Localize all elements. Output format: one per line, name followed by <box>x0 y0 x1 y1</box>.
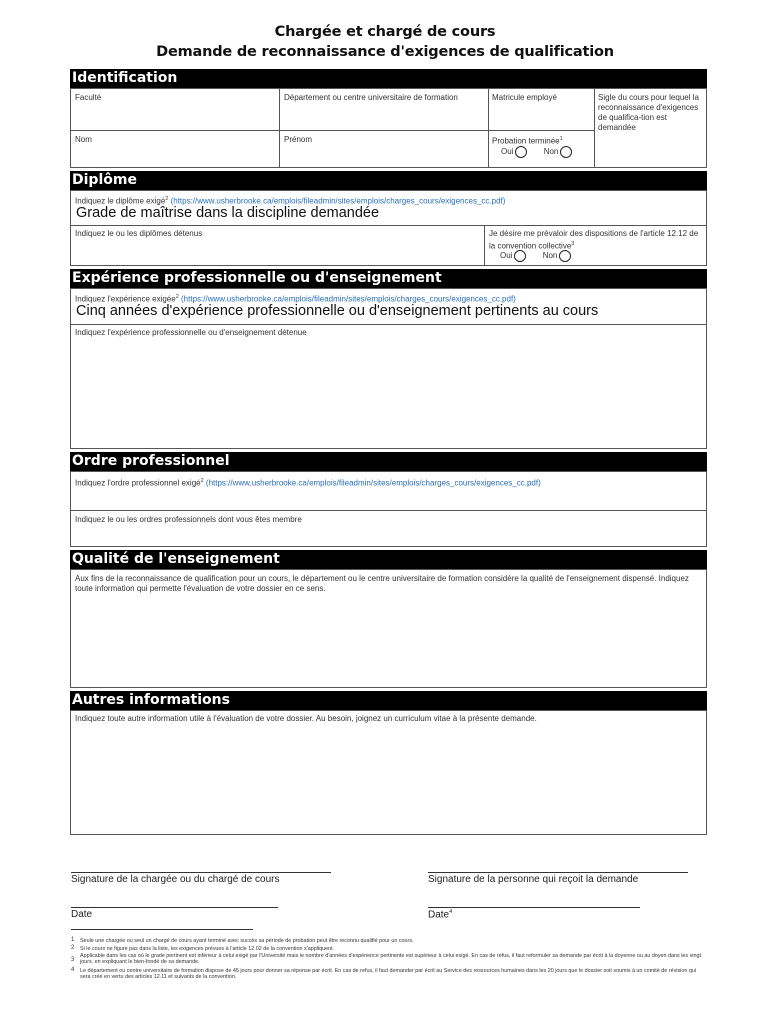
sigle-field[interactable]: Sigle du cours pour lequel la reconnaissance d'exigences de qualifica-tion est demandée <box>598 93 699 132</box>
date2-label: Date$^4$ <box>428 909 453 921</box>
footnote-1: Seule une chargée ou seul un chargé de cours ayant terminé avec succès sa période de probation peut être reconnu qualifié pour un cours. <box>80 938 414 944</box>
section-experience-header: Expérience professionnelle ou d'enseignement <box>70 269 707 288</box>
divider <box>70 225 707 226</box>
footnote-3: Applicable dans les cas où le grade pertinent est inférieur à celui exigé par l'Université mais le nombre d'années d'expérience pertinente est supérieur à celui exigé. En cas de refus, il faut reformuler sa demande par écrit à la doyenne ou au doyen dans les vingt jours, en expliquant le bien-fondé de sa demande. <box>80 953 701 966</box>
divider <box>70 510 707 511</box>
divider <box>279 88 280 168</box>
section-ordre-header: Ordre professionnel <box>70 452 707 471</box>
signature-personne-line[interactable] <box>428 872 688 873</box>
section-identification-header: Identification <box>70 69 707 88</box>
autres-text: Indiquez toute autre information utile à l'évaluation de votre dossier. Au besoin, joignez un curriculum vitae à la présente demande. <box>75 714 537 723</box>
faculte-field[interactable]: Faculté <box>75 93 102 102</box>
date2-line[interactable] <box>428 907 640 908</box>
probation-oui-label: Oui <box>501 147 514 157</box>
prevaloir-label: Je désire me prévaloir des dispositions de l'article 12.12 de la convention collective$^3$ <box>489 229 699 251</box>
prevaloir-oui-label: Oui <box>500 251 513 261</box>
section-autres-header: Autres informations <box>70 691 707 710</box>
ordre-exige-label: Indiquez l'ordre professionnel exigé$^2$ (https://www.usherbrooke.ca/emplois/fileadmin/sites/emplois/charges_cours/exigences_cc.pdf) <box>75 478 541 488</box>
diplome-value: Grade de maîtrise dans la discipline demandée <box>76 205 380 221</box>
divider <box>70 130 594 131</box>
prenom-field[interactable]: Prénom <box>284 135 313 144</box>
form-title: Chargée et chargé de cours <box>274 24 496 40</box>
probation-non-radio[interactable] <box>560 146 572 158</box>
ordre-link[interactable]: (https://www.usherbrooke.ca/emplois/fileadmin/sites/emplois/charges_cours/exigences_cc.pdf) <box>205 478 541 488</box>
probation-non-label: Non <box>543 147 559 157</box>
footnote-separator <box>71 929 253 930</box>
diplome-link[interactable]: (https://www.usherbrooke.ca/emplois/fileadmin/sites/emplois/charges_cours/exigences_cc.pdf) <box>170 196 506 206</box>
ordre-membre-field[interactable]: Indiquez le ou les ordres professionnels dont vous êtes membre <box>75 515 302 524</box>
prevaloir-non-label: Non <box>542 251 558 261</box>
qualite-text: Aux fins de la reconnaissance de qualification pour un cours, le département ou le centre universitaire de formation considère la qualité de l'enseignement dispensé. Indiquez toute information qui permette l'évaluation de votre dossier en ce sens. <box>75 574 689 593</box>
matricule-field[interactable]: Matricule employé <box>492 93 557 102</box>
signature-charge-label: Signature de la chargée ou du chargé de cours <box>71 874 280 885</box>
date-line[interactable] <box>71 907 278 908</box>
probation-label: Probation terminée$^1$ <box>492 136 563 146</box>
signature-charge-line[interactable] <box>71 872 331 873</box>
nom-field[interactable]: Nom <box>75 135 92 144</box>
footnote-2: Si le cours ne figure pas dans la liste, les exigences prévues à l'article 12.02 de la convention s'appliquent. <box>80 946 335 952</box>
divider <box>488 88 489 168</box>
experience-link[interactable]: (https://www.usherbrooke.ca/emplois/fileadmin/sites/emplois/charges_cours/exigences_cc.pdf) <box>181 294 516 304</box>
departement-field[interactable]: Département ou centre universitaire de formation <box>284 93 458 102</box>
prevaloir-non-radio[interactable] <box>559 250 571 262</box>
date-label: Date <box>71 909 93 920</box>
divider <box>594 88 595 168</box>
section-qualite-header: Qualité de l'enseignement <box>70 550 707 569</box>
form-subtitle: Demande de reconnaissance d'exigences de qualification <box>156 44 614 60</box>
divider <box>70 324 707 325</box>
probation-options <box>501 146 574 158</box>
footnote-3-num: 3 <box>71 957 75 963</box>
prevaloir-oui-radio[interactable] <box>514 250 526 262</box>
experience-value: Cinq années d'expérience professionnelle ou d'enseignement pertinents au cours <box>76 303 599 319</box>
footnote-4: Le département ou centre universitaire de formation dispose de 45 jours pour donner sa réponse par écrit. En cas de refus, il faut demander par écrit au Service des ressources humaines dans les 20 jours que le dossier soit soumis à un comité de révision qui sera créé en vertu des articles 12.11 et suivants de la convention. <box>80 968 697 981</box>
footnote-4-num: 4 <box>71 967 75 973</box>
experience-detenue-field[interactable]: Indiquez l'expérience professionnelle ou d'enseignement détenue <box>75 328 307 337</box>
footnote-1-num: 1 <box>71 937 75 943</box>
footnote-2-num: 2 <box>71 945 75 951</box>
signature-personne-label: Signature de la personne qui reçoit la demande <box>428 874 639 885</box>
divider <box>484 225 485 266</box>
diplomes-detenus-field[interactable]: Indiquez le ou les diplômes détenus <box>75 229 203 238</box>
probation-oui-radio[interactable] <box>515 146 527 158</box>
prevaloir-options <box>500 250 573 262</box>
experience-exige-label: Indiquez l'expérience exigée$^2$ (https://www.usherbrooke.ca/emplois/fileadmin/sites/emplois/charges_cours/exigences_cc.pdf) <box>75 294 516 304</box>
autres-box[interactable] <box>70 710 707 835</box>
diplome-exige-label: Indiquez le diplôme exigé$^2$ (https://www.usherbrooke.ca/emplois/fileadmin/sites/emplois/charges_cours/exigences_cc.pdf) <box>75 196 506 206</box>
section-diplome-header: Diplôme <box>70 171 707 190</box>
